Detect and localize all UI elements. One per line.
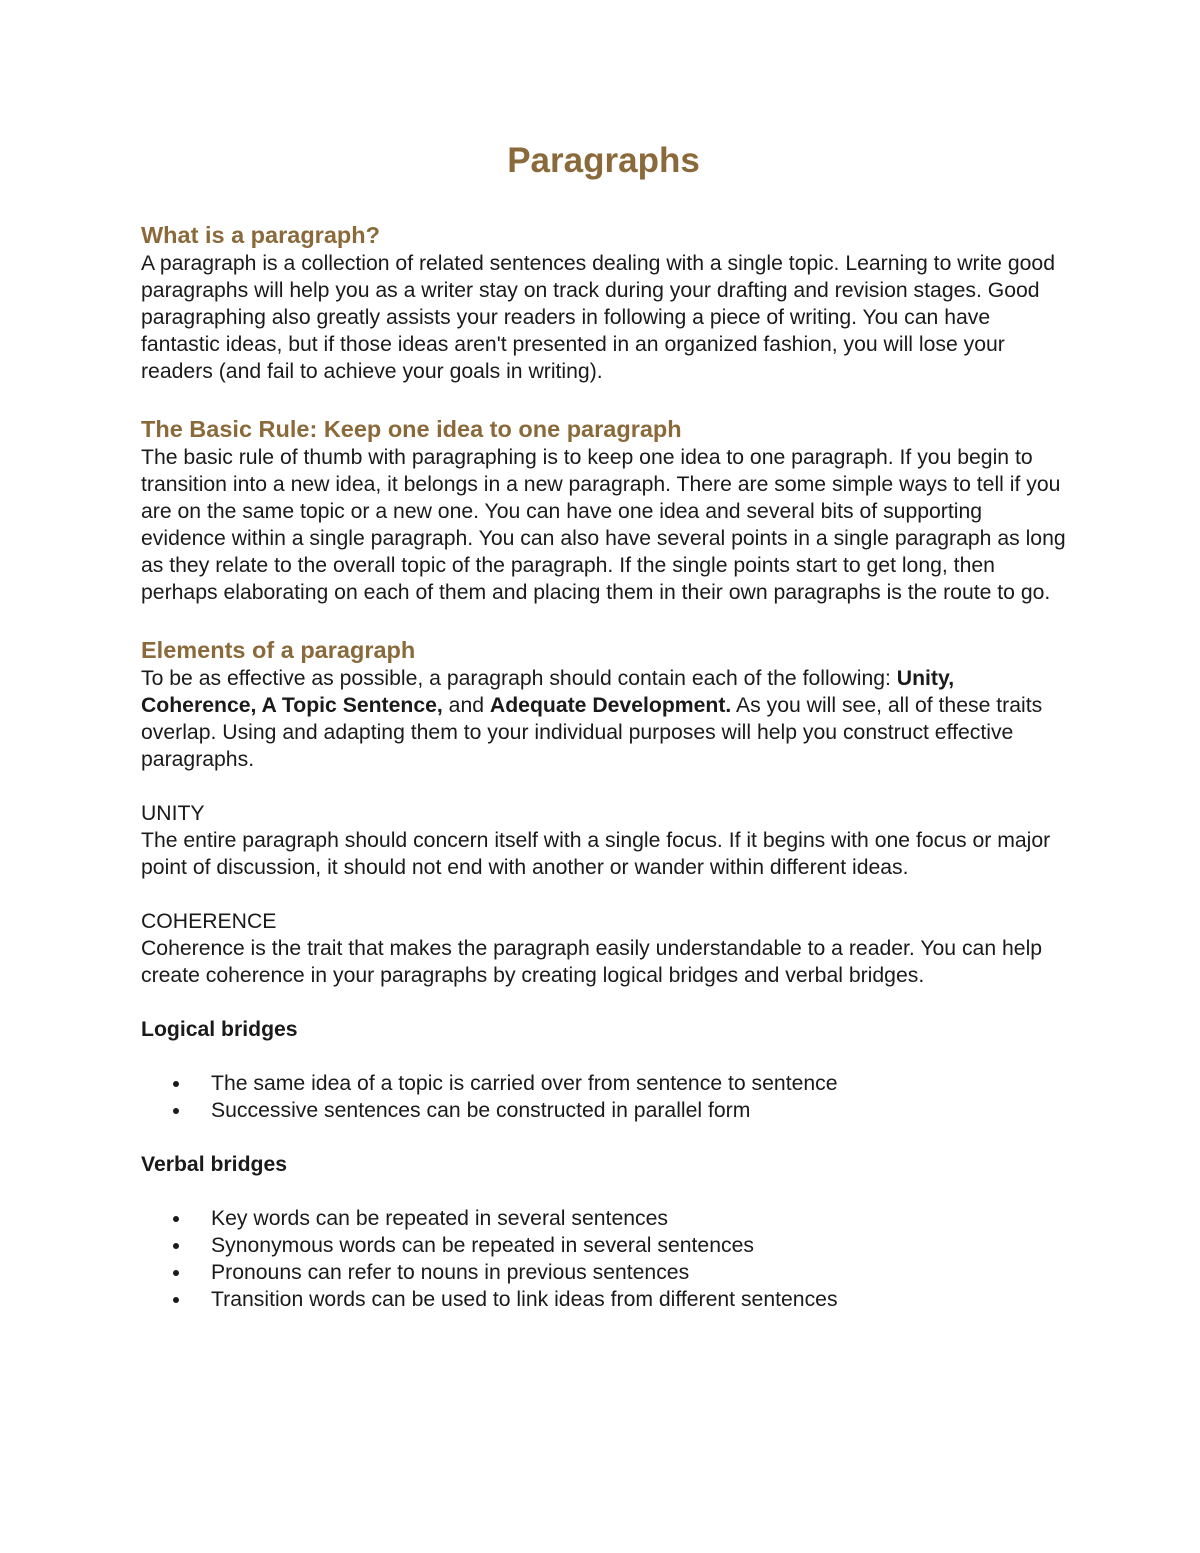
- section-heading-elements: Elements of a paragraph: [141, 637, 416, 663]
- list-item: [211, 1232, 1066, 1259]
- section-text-elements: [141, 665, 1066, 773]
- list-item: [211, 1205, 1066, 1232]
- bullet-icon: [173, 1108, 179, 1114]
- list-item-text: Successive sentences can be constructed in parallel form: [211, 1099, 751, 1122]
- spacer: [141, 606, 1066, 635]
- bullet-icon: [173, 1081, 179, 1087]
- elements-bold-traits: Unity, Coherence, A Topic Sentence,: [141, 667, 955, 717]
- list-item: [211, 1070, 1066, 1097]
- coherence-label: COHERENCE: [141, 910, 277, 933]
- elements-bold-adequate: Adequate Development.: [489, 694, 732, 717]
- document-title: Paragraphs: [507, 141, 700, 180]
- elements-intro-post: As you will see, all of these traits overlap. Using and adapting them to your individual purposes will help you construct effective paragraphs.: [141, 694, 1043, 771]
- logical-bridges-list: [141, 1070, 1066, 1124]
- spacer: [141, 881, 1066, 908]
- verbal-bridges-list: [141, 1205, 1066, 1313]
- verbal-bridges-heading: Verbal bridges: [141, 1153, 288, 1176]
- section-text-basic-rule: The basic rule of thumb with paragraphing is to keep one idea to one paragraph. If you begin to transition into a new idea, it belongs in a new paragraph. There are some simple ways to tell if you are on the same topic or a new one. You can have one idea and several bits of supporting evidence within a single paragraph. You can also have several points in a single paragraph as long as they relate to the overall topic of the paragraph. If the single points start to get long, then perhaps elaborating on each of them and placing them in their own paragraphs is the route to go.: [141, 446, 1066, 604]
- coherence-text: Coherence is the trait that makes the paragraph easily understandable to a reader. You can help create coherence in your paragraphs by creating logical bridges and verbal bridges.: [141, 937, 1043, 987]
- list-item-text: Key words can be repeated in several sentences: [211, 1207, 668, 1230]
- list-item: [211, 1259, 1066, 1286]
- spacer: [141, 385, 1066, 414]
- section-heading-what-is-paragraph: What is a paragraph?: [141, 222, 380, 248]
- list-item: [211, 1097, 1066, 1124]
- list-item-text: Synonymous words can be repeated in several sentences: [211, 1234, 754, 1257]
- bullet-icon: [173, 1297, 179, 1303]
- bullet-icon: [173, 1270, 179, 1276]
- elements-intro-pre: To be as effective as possible, a paragraph should contain each of the following:: [141, 667, 897, 690]
- list-item-text: Transition words can be used to link ideas from different sentences: [211, 1288, 838, 1311]
- unity-text: The entire paragraph should concern itself with a single focus. If it begins with one focus or major point of discussion, it should not end with another or wander within different ideas.: [141, 829, 1051, 879]
- spacer: [141, 773, 1066, 800]
- spacer: [141, 989, 1066, 1016]
- elements-intro-mid: and: [442, 694, 490, 717]
- list-item-text: The same idea of a topic is carried over from sentence to sentence: [211, 1072, 838, 1095]
- spacer: [141, 1124, 1066, 1151]
- logical-bridges-heading: Logical bridges: [141, 1018, 298, 1041]
- list-item-text: Pronouns can refer to nouns in previous sentences: [211, 1261, 690, 1284]
- document-page: [141, 140, 1066, 1313]
- section-text-what-is-paragraph: A paragraph is a collection of related sentences dealing with a single topic. Learning to write good paragraphs will help you as a writer stay on track during your drafting and revision stages. Good paragraphing also greatly assists your readers in following a piece of writing. You can have fantastic ideas, but if those ideas aren't presented in an organized fashion, you will lose your readers (and fail to achieve your goals in writing).: [141, 252, 1055, 383]
- section-heading-basic-rule: The Basic Rule: Keep one idea to one paragraph: [141, 416, 682, 442]
- bullet-icon: [173, 1216, 179, 1222]
- list-item: [211, 1286, 1066, 1313]
- unity-label: UNITY: [141, 802, 205, 825]
- bullet-icon: [173, 1243, 179, 1249]
